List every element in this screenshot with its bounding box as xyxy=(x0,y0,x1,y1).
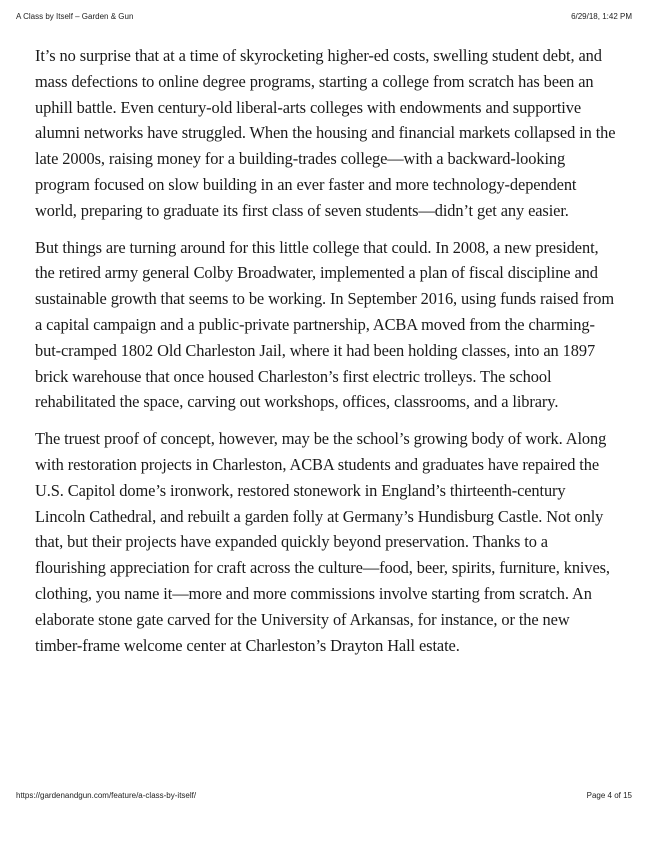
article-body xyxy=(35,43,619,669)
print-datetime: 6/29/18, 1:42 PM xyxy=(571,12,632,21)
page-title: A Class by Itself – Garden & Gun xyxy=(16,12,134,21)
paragraph: The truest proof of concept, however, may be the school’s growing body of work. Along with restoration projects in Charleston, ACBA students and graduates have repaired the U.S. Capitol dome’s ironwork, restored stonework in England’s thirteenth-century Lincoln Cathedral, and rebuilt a garden folly at Germany’s Hundisburg Castle. Not only that, but their projects have expanded quickly beyond preservation. Thanks to a flourishing appreciation for craft across the culture—food, beer, spirits, furniture, knives, clothing, you name it—more and more commissions involve starting from scratch. An elaborate stone gate carved for the University of Arkansas, for instance, or the new timber-frame welcome center at Charleston’s Drayton Hall estate. xyxy=(35,429,610,655)
paragraph: But things are turning around for this little college that could. In 2008, a new president, the retired army general Colby Broadwater, implemented a plan of fiscal discipline and sustainable growth that seems to be working. In September 2016, using funds raised from a capital campaign and a public-private partnership, ACBA moved from the charming-but-cramped 1802 Old Charleston Jail, where it had been holding classes, into an 1897 brick warehouse that once housed Charleston’s first electric trolleys. The school rehabilitated the space, carving out workshops, offices, classrooms, and a library. xyxy=(35,237,614,412)
page-url: https://gardenandgun.com/feature/a-class-by-itself/ xyxy=(16,791,197,800)
page-number: Page 4 of 15 xyxy=(586,791,632,800)
paragraph: It’s no surprise that at a time of skyrocketing higher-ed costs, swelling student debt, and mass defections to online degree programs, starting a college from scratch has been an uphill battle. Even century-old liberal-arts colleges with endowments and supportive alumni networks have struggled. When the housing and financial markets collapsed in the late 2000s, raising money for a building-trades college—with a backward-looking program focused on slow building in an ever faster and more technology-dependent world, preparing to graduate its first class of seven students—didn’t get any easier. xyxy=(35,46,616,220)
